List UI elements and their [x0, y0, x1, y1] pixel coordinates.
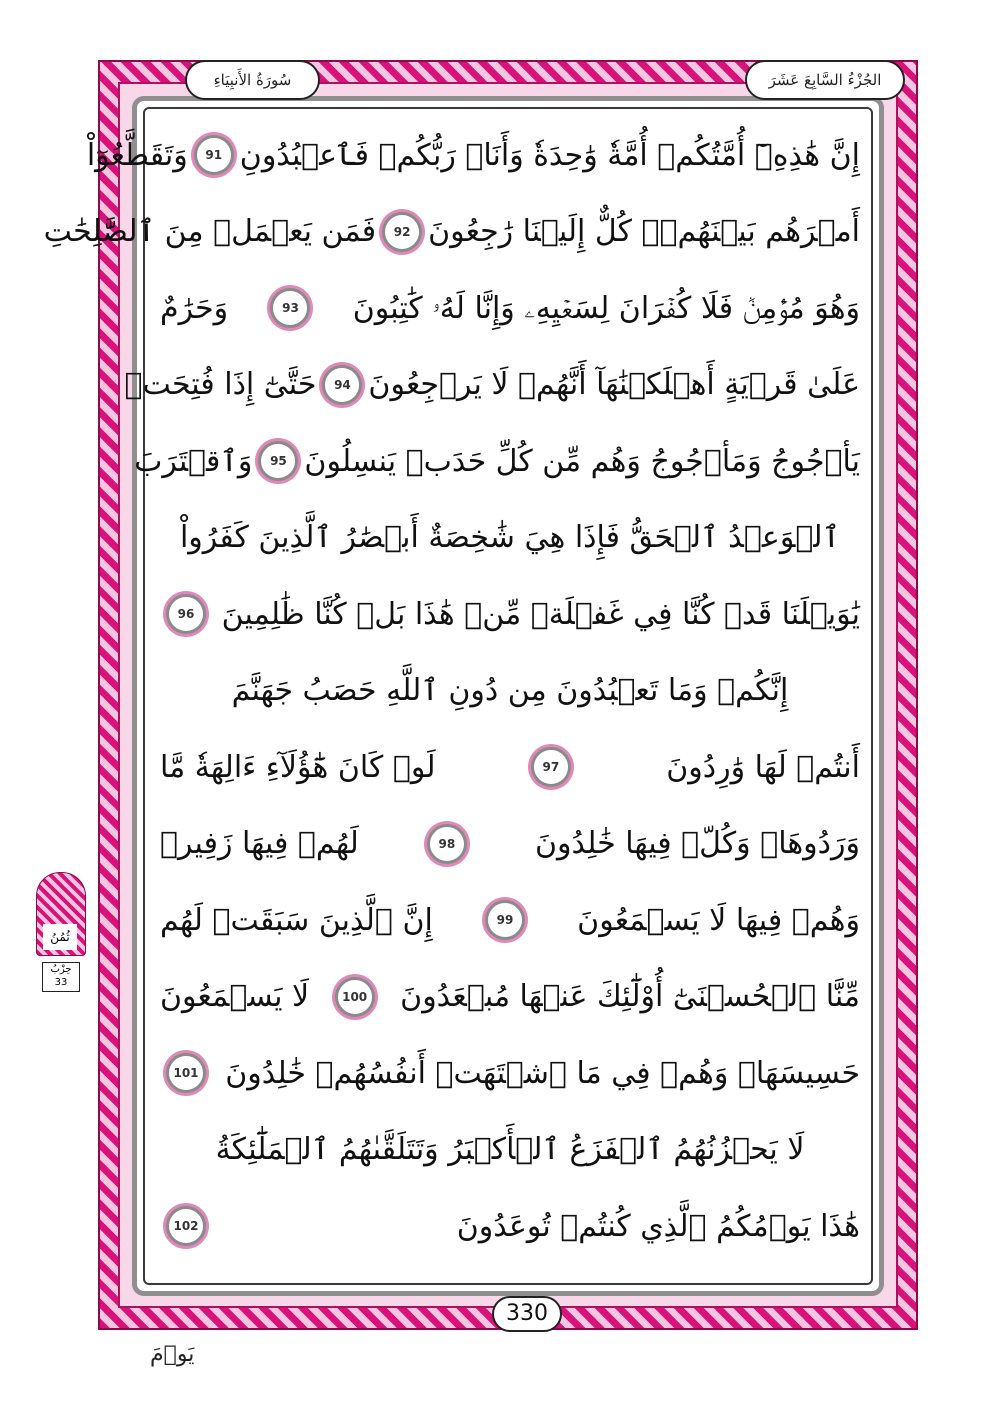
verse-text: وَحَرَٰمٌ [160, 290, 229, 326]
text-line [160, 1191, 860, 1261]
verse-text: وَهُوَ مُؤۡمِنٞ فَلَا كُفۡرَانَ لِسَعۡيِهِۦ وَإِنَّا لَهُۥ كَٰتِبُونَ [352, 290, 860, 326]
text-line [43, 197, 860, 267]
text-line [160, 1115, 860, 1185]
text-line [124, 350, 860, 420]
text-line [160, 809, 860, 879]
verse-text: لَا يَسۡمَعُونَ [160, 979, 310, 1014]
verse-text: ٱلۡوَعۡدُ ٱلۡحَقُّ فَإِذَا هِيَ شَٰخِصَةٌ أَبۡصَٰرُ ٱلَّذِينَ كَفَرُواْ [179, 520, 841, 555]
verse-text: لَا يَحۡزُنُهُمُ ٱلۡفَزَعُ ٱلۡأَكۡبَرُ وَتَتَلَقَّىٰهُمُ ٱلۡمَلَٰٓئِكَةُ [215, 1132, 805, 1167]
verse-text: لَوۡ كَانَ هَٰٓؤُلَآءِ ءَالِهَةٗ مَّا [160, 749, 436, 785]
ayah-number-marker: 100 [335, 977, 375, 1017]
text-line [86, 120, 860, 190]
text-line [160, 656, 860, 726]
text-line [160, 732, 860, 802]
ayah-number-marker: 91 [194, 135, 234, 175]
juz-label: الجُزْءُ السَّابِعَ عَشَرَ [745, 60, 905, 100]
ayah-number-marker: 96 [166, 594, 206, 634]
surah-label: سُورَةُ الأَنبِيَاءِ [185, 60, 320, 100]
verse-text: لَهُمۡ فِيهَا زَفِيرٞ [160, 826, 359, 861]
ayah-number-marker: 94 [322, 365, 362, 405]
text-line [160, 1038, 860, 1108]
verse-text: أَنتُمۡ لَهَا وَٰرِدُونَ [666, 749, 860, 785]
text-line [160, 273, 860, 343]
verse-text: فَمَن يَعۡمَلۡ مِنَ ٱلصَّٰلِحَٰتِ [43, 214, 377, 249]
verse-text: حَتَّىٰٓ إِذَا فُتِحَتۡ [124, 367, 317, 402]
text-line [160, 579, 860, 649]
verse-text: إِنَّ هَٰذِهِۦٓ أُمَّتُكُمۡ أُمَّةٗ وَٰحِدَةٗ وَأَنَا۠ رَبُّكُمۡ فَٱعۡبُدُونِ [239, 137, 860, 173]
verse-text: يَأۡجُوجُ وَمَأۡجُوجُ وَهُم مِّن كُلِّ حَدَبٖ يَنسِلُونَ [304, 443, 860, 479]
verse-text: يَٰوَيۡلَنَا قَدۡ كُنَّا فِي غَفۡلَةٖ مِّنۡ هَٰذَا بَلۡ كُنَّا ظَٰلِمِينَ [221, 596, 860, 632]
verse-text: أَمۡرَهُم بَيۡنَهُمۡۖ كُلٌّ إِلَيۡنَا رَٰجِعُونَ [428, 214, 860, 249]
hizb-box [42, 962, 80, 992]
catchword: يَوۡمَ [150, 1342, 195, 1367]
verse-text: عَلَىٰ قَرۡيَةٍ أَهۡلَكۡنَٰهَآ أَنَّهُمۡ لَا يَرۡجِعُونَ [368, 367, 860, 402]
ayah-number-marker: 97 [531, 747, 571, 787]
text-line [160, 503, 860, 573]
verse-text: إِنَّكُمۡ وَمَا تَعۡبُدُونَ مِن دُونِ ٱللَّهِ حَصَبُ جَهَنَّمَ [231, 673, 789, 708]
verse-text: وَتَقَطَّعُوٓاْ [86, 137, 188, 173]
verse-text: إِنَّ ٱلَّذِينَ سَبَقَتۡ لَهُم [160, 902, 433, 938]
hizb-label: حِزْبُ [50, 964, 72, 975]
text-line [160, 962, 860, 1032]
page-number: 330 [492, 1296, 562, 1332]
ayah-number-marker: 92 [382, 212, 422, 252]
ayah-number-marker: 99 [485, 900, 525, 940]
ayah-number-marker: 98 [427, 824, 467, 864]
verse-text: هَٰذَا يَوۡمُكُمُ ٱلَّذِي كُنتُمۡ تُوعَدُونَ [456, 1208, 860, 1244]
verse-text: وَٱقۡتَرَبَ [134, 443, 253, 479]
text-line [160, 885, 860, 955]
ayah-number-marker: 101 [166, 1053, 206, 1093]
hizb-marker [28, 872, 92, 990]
ayah-number-marker: 102 [166, 1206, 206, 1246]
verse-text: وَرَدُوهَاۖ وَكُلّٞ فِيهَا خَٰلِدُونَ [535, 826, 860, 861]
thumun-label: ثُمُنُ [43, 924, 77, 950]
ayah-number-marker: 93 [270, 288, 310, 328]
verse-text: مِّنَّا ٱلۡحُسۡنَىٰٓ أُوْلَٰٓئِكَ عَنۡهَا مُبۡعَدُونَ [400, 979, 860, 1014]
ayah-number-marker: 95 [258, 441, 298, 481]
text-line [134, 426, 860, 496]
verse-text: وَهُمۡ فِيهَا لَا يَسۡمَعُونَ [577, 902, 860, 938]
hizb-number: 33 [54, 977, 68, 988]
verse-text: حَسِيسَهَاۖ وَهُمۡ فِي مَا ٱشۡتَهَتۡ أَنفُسُهُمۡ خَٰلِدُونَ [225, 1055, 860, 1091]
